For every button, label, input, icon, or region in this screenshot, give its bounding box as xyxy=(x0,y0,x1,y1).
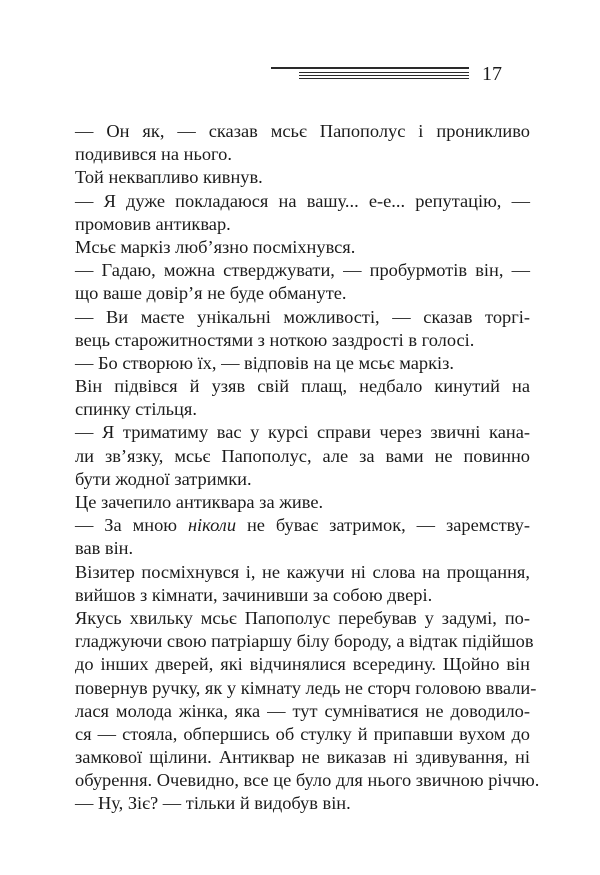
paragraph xyxy=(75,352,530,375)
text-line: Візитер посміхнувся і, не кажучи ні слова на прощання, xyxy=(75,561,530,582)
paragraph xyxy=(75,421,530,491)
text-line: подивився на нього. xyxy=(75,144,232,165)
text-line: — Бо створюю їх, — відповів на це мсьє маркіз. xyxy=(75,352,454,373)
paragraph xyxy=(75,190,530,236)
text-line: — Он як, — сказав мсьє Папополус і проникливо xyxy=(75,121,530,141)
text-line: — Я дуже покладаюся на вашу... е-е... репутацію, — xyxy=(75,190,530,211)
paragraph xyxy=(75,561,530,607)
page-header xyxy=(0,0,600,100)
header-rule-thin-1 xyxy=(299,72,469,73)
paragraph xyxy=(75,236,530,259)
text-line: — Ви маєте унікальні можливості, — сказав торгі- xyxy=(75,306,530,327)
header-rule-thin-3 xyxy=(299,78,469,79)
emphasized-word: ніколи xyxy=(187,515,237,536)
text-line: спинку стільця. xyxy=(75,399,197,420)
paragraph xyxy=(75,120,530,166)
text-line: повернув ручку, як у кімнату ледь не сторч головою ввали- xyxy=(75,677,537,698)
text-line: замкової щілини. Антиквар не виказав ні здивування, ні xyxy=(75,747,530,768)
header-rule-thick xyxy=(271,67,469,69)
text-line xyxy=(75,514,530,537)
text-line: Той неквапливо кивнув. xyxy=(75,167,263,188)
paragraph xyxy=(75,375,530,421)
text-line: обурення. Очевидно, все це було для нього звичною річчю. xyxy=(75,770,540,791)
text-line: вийшов з кімнати, зачинивши за собою двері. xyxy=(75,584,433,605)
text-line: — Гадаю, можна стверджувати, — пробурмотів він, — xyxy=(75,260,530,281)
text-line: ся — стояла, обпершись об стулку й припавши вухом до xyxy=(75,723,530,744)
text-line: Мсьє маркіз люб’язно посміхнувся. xyxy=(75,236,356,257)
text-line: — Ну, Зіє? — тільки й видобув він. xyxy=(75,793,351,814)
text-line: що ваше довір’я не буде обмануте. xyxy=(75,283,347,304)
text-line: промовив антиквар. xyxy=(75,213,231,234)
text-line: вав він. xyxy=(75,538,134,559)
text-line: до інших дверей, які відчинялися всередину. Щойно він xyxy=(75,654,530,675)
paragraph xyxy=(75,306,530,352)
paragraph xyxy=(75,491,530,514)
text-line: Якусь хвильку мсьє Папополус перебував у задумі, по- xyxy=(75,607,530,628)
text-line: вець старожитностями з ноткою заздрості в голосі. xyxy=(75,329,475,350)
text-segment: — За мною xyxy=(75,515,188,536)
text-line: ли зв’язку, мсьє Папополус, але за вами не повинно xyxy=(75,445,530,466)
paragraph xyxy=(75,514,530,560)
text-line: Він підвівся й узяв свій плащ, недбало кинутий на xyxy=(75,376,530,397)
paragraph xyxy=(75,792,530,815)
paragraph xyxy=(75,607,540,793)
text-line: Це зачепило антиквара за живе. xyxy=(75,492,324,512)
text-line: бути жодної затримки. xyxy=(75,468,252,489)
page-number: 17 xyxy=(482,63,502,85)
text-line: лася молода жінка, яка — тут сумніватися не доводило- xyxy=(75,700,530,721)
header-decorative-rules xyxy=(271,67,469,81)
text-line: — Я триматиму вас у курсі справи через звичні кана- xyxy=(75,422,530,443)
text-segment: не буває затримок, — заремству- xyxy=(236,515,530,536)
text-line: гладжуючи свою патріаршу білу бороду, а відтак підійшов xyxy=(75,631,534,652)
paragraph xyxy=(75,259,530,305)
paragraph xyxy=(75,166,530,189)
header-rule-thin-2 xyxy=(299,75,469,76)
body-text xyxy=(75,120,540,816)
